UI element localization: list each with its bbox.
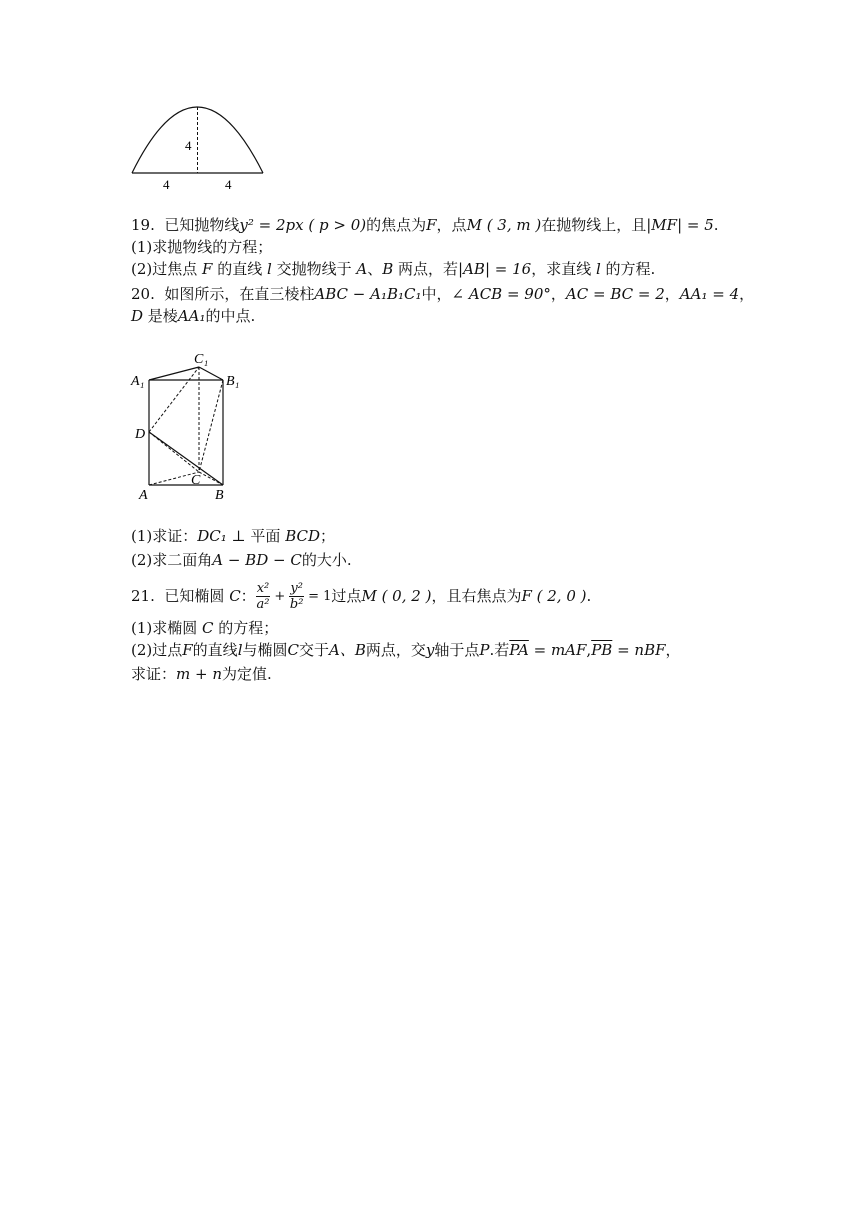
q20-stem-1: 如图所示，在直三棱柱 — [164, 285, 315, 303]
prism-label-C1: C₁ — [194, 352, 209, 367]
q21-line3-text-b: 为定值. — [222, 665, 272, 683]
q21-part2-text-a: (2)过点 — [131, 641, 183, 659]
q19-part-2 — [131, 259, 655, 279]
q21-stem-4: ，且右焦点为 — [431, 587, 522, 605]
q21-line-1 — [131, 576, 591, 617]
prism-edge-B1C — [199, 380, 223, 472]
q21-part2-vector-PB: $\overline{PB}$ — [591, 641, 613, 659]
q20-sides: AC = BC = 2 — [565, 285, 665, 303]
q19-equation: y² = 2px ( p > 0) — [239, 216, 367, 234]
prism-label-B: B — [215, 488, 224, 503]
q21-part2-text-d: 交于 — [299, 641, 330, 659]
q21-line-3 — [131, 664, 272, 684]
q20-edge: AA₁ — [177, 307, 206, 325]
q21-part2-AB: A、B — [329, 641, 366, 659]
q21-focus: F ( 2, 0 ) — [521, 587, 587, 605]
q21-plus: + — [274, 589, 286, 604]
q19-stem-1: 已知抛物线 — [164, 216, 240, 234]
q21-part1-C: C — [202, 619, 214, 637]
q20-part-2 — [131, 550, 352, 570]
q20-sep-1: ， — [550, 285, 566, 303]
q20-line-1 — [131, 284, 754, 304]
prism-label-C: C — [191, 473, 201, 488]
q19-point: M ( 3, m ) — [466, 216, 542, 234]
q21-ellipse-name: C — [229, 587, 241, 605]
q21-part2-C: C — [287, 641, 299, 659]
q19-part2-l: l — [267, 260, 272, 278]
q21-part-2 — [131, 640, 681, 660]
q20-part2-expr: A − BD − C — [212, 551, 302, 569]
q21-part2-mAF: mAF — [550, 641, 587, 659]
q21-part1-text-b: 的方程； — [213, 619, 279, 637]
q20-height: AA₁ = 4 — [679, 285, 740, 303]
q21-eq-one: = 1 — [308, 589, 332, 604]
q21-part1-text-a: (1)求椭圆 — [131, 619, 203, 637]
q19-part2-condition: |AB| = 16 — [458, 260, 532, 278]
q21-part2-text-e: 两点，交 — [365, 641, 426, 659]
q20-part1-plane: BCD — [285, 527, 321, 545]
q21-line3-expr: m + n — [176, 665, 223, 683]
q19-part2-text-f: ，求直线 — [531, 260, 596, 278]
q19-part2-A: A — [356, 260, 368, 278]
q21-frac2-den: b² — [289, 597, 304, 612]
q21-part2-vector-PA: $\overline{PA}$ — [509, 641, 529, 659]
q21-part2-nBF: nBF — [634, 641, 666, 659]
q20-part1-text-c: ； — [320, 527, 336, 545]
q19-focus: F — [426, 216, 437, 234]
q21-frac1-num: x² — [256, 581, 270, 596]
prism-label-A: A — [139, 488, 148, 503]
q19-part2-B: B — [382, 260, 394, 278]
q20-prism: ABC − A₁B₁C₁ — [314, 285, 422, 303]
q19-number: 19. — [131, 216, 155, 234]
q21-part2-text-g: .若 — [489, 641, 510, 659]
q21-part2-text-j: = — [612, 641, 635, 659]
parabola-right-label: 4 — [225, 177, 232, 192]
q20-D: D — [131, 307, 144, 325]
q19-stem-2: 的焦点为 — [366, 216, 427, 234]
q21-stem-2: ： — [240, 587, 256, 605]
prism-figure — [0, 345, 860, 515]
q20-angle: ∠ ACB = 90° — [451, 285, 551, 303]
q21-number: 21. — [131, 587, 155, 605]
prism-label-A1: A₁ — [131, 374, 145, 389]
q19-part2-l2: l — [595, 260, 601, 278]
q21-frac1-den: a² — [256, 597, 270, 612]
q19-end: . — [713, 216, 719, 234]
prism-edge-DB — [149, 432, 223, 485]
q20-part2-text-b: 的大小. — [301, 551, 352, 569]
q19-stem-3: ，点 — [436, 216, 467, 234]
q20-part2-text-a: (2)求二面角 — [131, 551, 213, 569]
q19-part-1 — [131, 237, 272, 257]
q19-line-1 — [131, 215, 719, 235]
q20-stem-2: 中， — [421, 285, 452, 303]
q19-condition: |MF| = 5 — [646, 216, 714, 234]
q19-part2-text-b: 的直线 — [212, 260, 267, 278]
q21-part2-y: y — [425, 641, 435, 659]
q21-frac2-num: y² — [290, 581, 303, 596]
parabola-height-label: 4 — [185, 138, 192, 153]
q20-part1-text-b: 平面 — [245, 527, 286, 545]
q19-part2-text-a: (2)过焦点 — [131, 260, 203, 278]
q21-frac-2 — [289, 581, 304, 612]
q21-part2-text-b: 的直线 — [192, 641, 238, 659]
prism-label-B1: B₁ — [226, 374, 240, 389]
q19-part1-text: (1)求抛物线的方程； — [131, 238, 273, 256]
q20-line2-text-b: 的中点. — [205, 307, 256, 325]
q20-part-1 — [131, 526, 335, 546]
q20-line2-text-a: 是棱 — [143, 307, 178, 325]
q20-part1-expr: DC₁ ⊥ — [197, 527, 246, 545]
q21-ellipse-equation — [256, 577, 332, 617]
q21-part2-text-h: = — [528, 641, 551, 659]
q21-part2-P: P — [479, 641, 490, 659]
prism-edge-DC1 — [149, 367, 199, 432]
q21-part2-l: l — [237, 641, 243, 659]
q21-line3-text-a: 求证： — [131, 665, 177, 683]
q21-part2-text-k: ， — [665, 641, 681, 659]
q19-part2-text-e: 两点，若 — [393, 260, 459, 278]
parabola-left-label: 4 — [163, 177, 170, 192]
q21-part2-text-f: 轴于点 — [434, 641, 480, 659]
q21-frac-1 — [256, 581, 271, 612]
q19-part2-text-c: 交抛物线于 — [271, 260, 357, 278]
q21-point: M ( 0, 2 ) — [361, 587, 432, 605]
q21-end: . — [586, 587, 592, 605]
prism-edge-A1C1 — [149, 367, 199, 380]
q20-end: ， — [739, 285, 755, 303]
q21-part2-text-i: , — [586, 641, 592, 659]
q21-stem-3: 过点 — [331, 587, 362, 605]
q21-stem-1: 已知椭圆 — [164, 587, 230, 605]
q21-part-1 — [131, 618, 278, 638]
q21-part2-F: F — [182, 641, 193, 659]
q20-number: 20. — [131, 285, 155, 303]
q20-line-2 — [131, 306, 255, 326]
q19-part2-F: F — [202, 260, 213, 278]
q19-part2-text-d: 、 — [367, 260, 383, 278]
q19-part2-text-g: 的方程. — [600, 260, 656, 278]
q20-sep-2: ， — [664, 285, 680, 303]
q20-part1-text-a: (1)求证： — [131, 527, 198, 545]
prism-edge-C1B1 — [199, 367, 223, 380]
prism-label-D: D — [135, 427, 146, 442]
q19-stem-4: 在抛物线上，且 — [541, 216, 647, 234]
q21-part2-text-c: 与椭圆 — [242, 641, 288, 659]
